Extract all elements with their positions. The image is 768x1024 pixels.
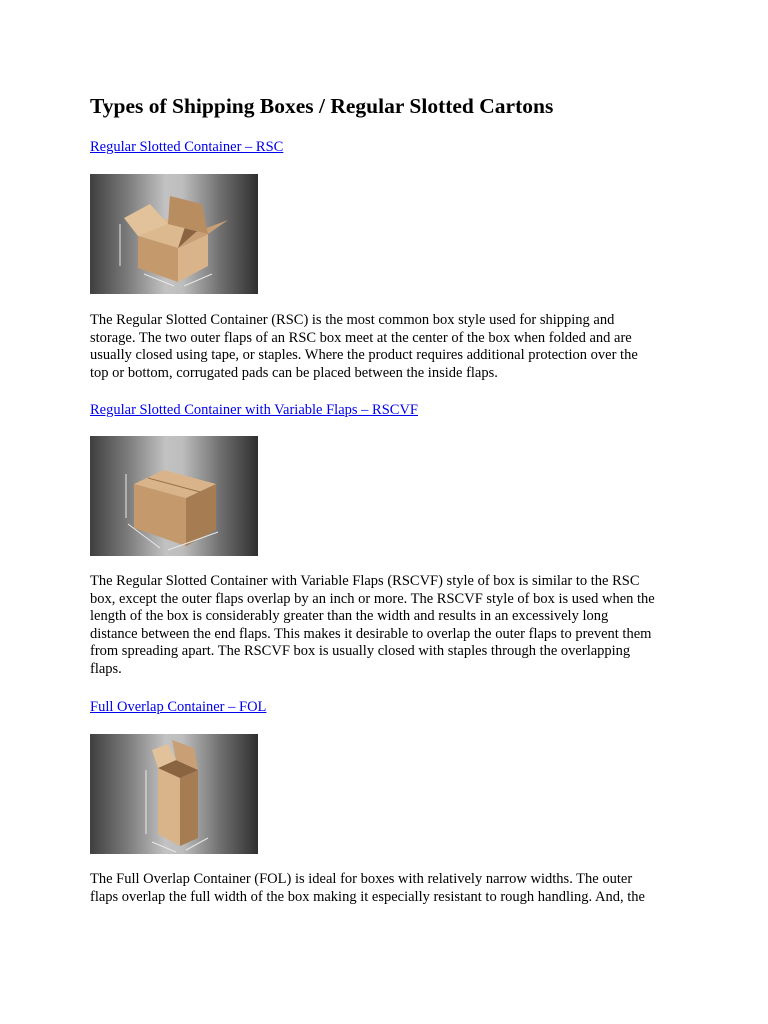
text-line: The Regular Slotted Container (RSC) is the most common box style used for shipping and — [90, 312, 615, 328]
text-line: usually closed using tape, or staples. Where the product requires additional protection over the — [90, 347, 638, 363]
rsc-description — [90, 312, 682, 382]
link-fol[interactable]: Full Overlap Container – FOL — [90, 699, 267, 715]
fol-box-image — [90, 734, 258, 854]
text-line: flaps. — [90, 660, 122, 677]
tall-box-illustration — [90, 734, 258, 854]
link-rscvf[interactable]: Regular Slotted Container with Variable Flaps – RSCVF — [90, 402, 418, 418]
rsc-box-image — [90, 174, 258, 294]
text-line: The Full Overlap Container (FOL) is ideal for boxes with relatively narrow widths. The outer — [90, 871, 633, 887]
fol-description — [90, 871, 682, 906]
text-line: from spreading apart. The RSCVF box is usually closed with staples through the overlapping — [90, 643, 631, 659]
text-line: length of the box is considerably greater than the width and results in an excessively long — [90, 608, 609, 624]
text-line: flaps overlap the full width of the box making it especially resistant to rough handling. And, the — [90, 888, 645, 905]
text-line: storage. The two outer flaps of an RSC box meet at the center of the box when folded and are — [90, 329, 632, 346]
text-line: box, except the outer flaps overlap by an inch or more. The RSCVF style of box is used when the — [90, 590, 655, 607]
text-line: distance between the end flaps. This makes it desirable to overlap the outer flaps to prevent them — [90, 625, 652, 642]
text-line: top or bottom, corrugated pads can be placed between the inside flaps. — [90, 364, 498, 381]
open-box-illustration — [90, 174, 258, 294]
rscvf-box-image — [90, 436, 258, 556]
closed-box-illustration — [90, 436, 258, 556]
page-title: Types of Shipping Boxes / Regular Slotted Cartons — [90, 94, 554, 118]
text-line: The Regular Slotted Container with Variable Flaps (RSCVF) style of box is similar to the RSC — [90, 573, 640, 589]
rscvf-description — [90, 573, 682, 678]
link-rsc[interactable]: Regular Slotted Container – RSC — [90, 139, 284, 155]
